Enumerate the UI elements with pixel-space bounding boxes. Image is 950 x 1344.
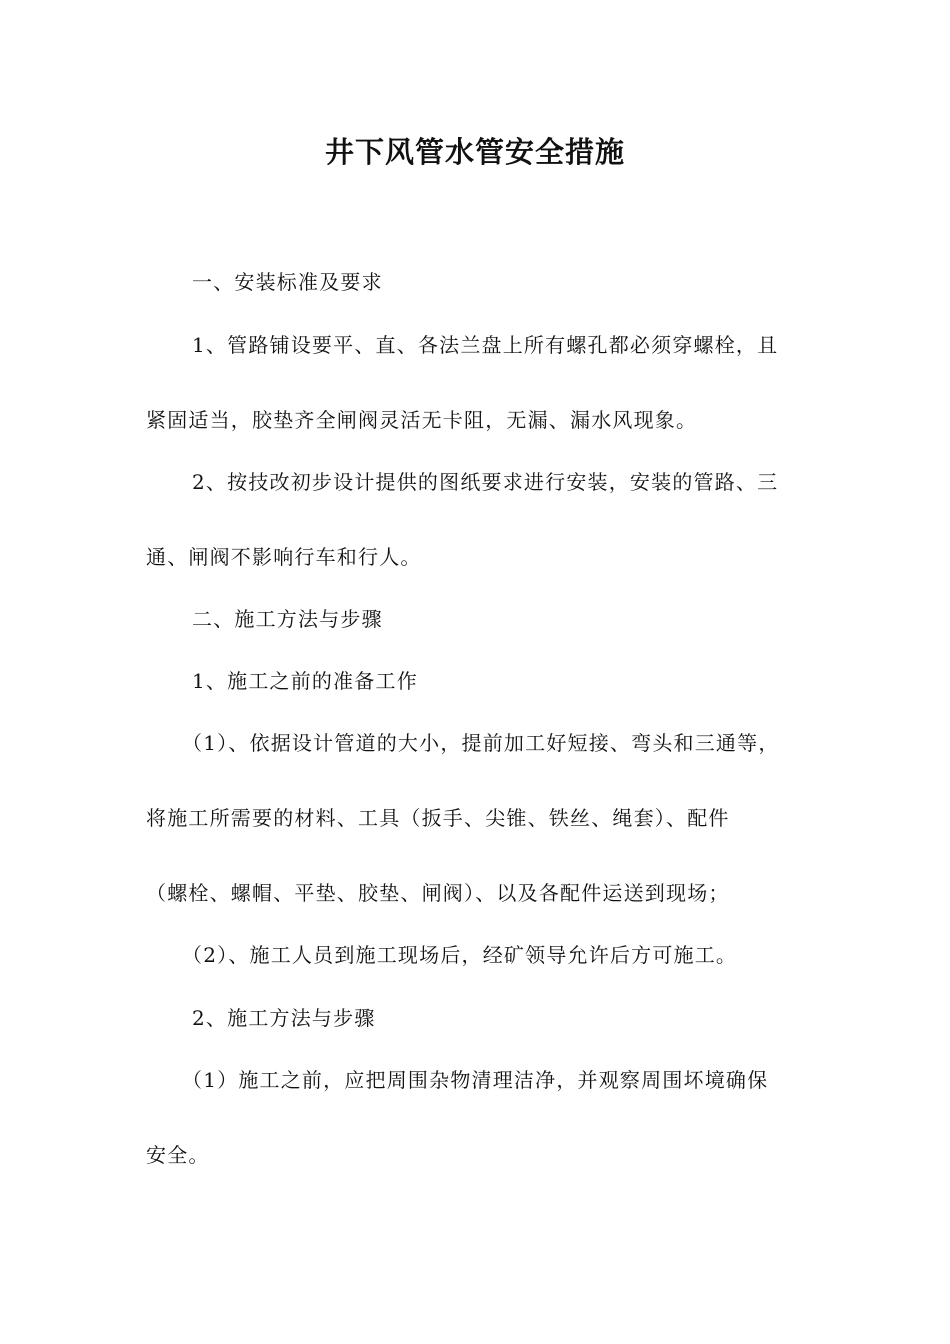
paragraph-line: 1、管路铺设要平、直、各法兰盘上所有螺孔都必须穿螺栓，且 — [192, 333, 779, 357]
subsection-heading: 2、施工方法与步骤 — [192, 1006, 376, 1030]
paragraph-line: （2）、施工人员到施工现场后，经矿领导允许后方可施工。 — [182, 943, 738, 967]
paragraph-line: 安全。 — [146, 1143, 210, 1167]
paragraph-line: （1）施工之前，应把周围杂物清理洁净，并观察周围坏境确保 — [182, 1068, 769, 1092]
paragraph-line: 紧固适当，胶垫齐全闸阀灵活无卡阻，无漏、漏水风现象。 — [146, 408, 698, 432]
paragraph-line: （螺栓、螺帽、平垫、胶垫、闸阀）、以及各配件运送到现场； — [146, 881, 730, 905]
subsection-heading: 1、施工之前的准备工作 — [192, 669, 418, 693]
section-heading-1: 一、安装标准及要求 — [192, 270, 383, 294]
document-title: 井下风管水管安全措施 — [324, 135, 625, 169]
section-heading-2: 二、施工方法与步骤 — [192, 607, 383, 631]
paragraph-line: 通、闸阀不影响行车和行人。 — [146, 545, 422, 569]
paragraph-line: 2、按技改初步设计提供的图纸要求进行安装，安装的管路、三 — [192, 470, 779, 494]
paragraph-line: （1）、依据设计管道的大小，提前加工好短接、弯头和三通等， — [182, 731, 780, 755]
paragraph-line: 将施工所需要的材料、工具（扳手、尖锥、铁丝、绳套）、配件 — [146, 806, 730, 830]
